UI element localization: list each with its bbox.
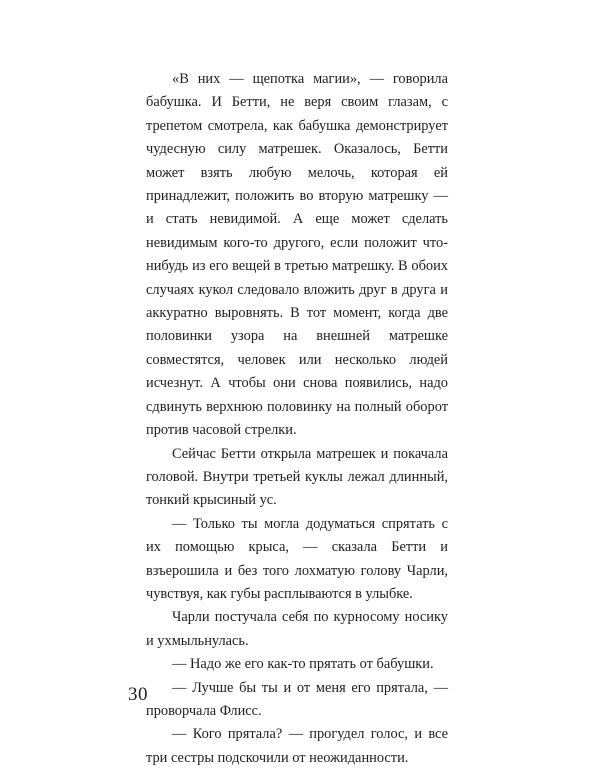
- page-number: 30: [128, 684, 148, 705]
- paragraph-7: — Кого прятала? — прогудел голос, и все три сестры подскочили от неожиданности.: [146, 726, 448, 766]
- paragraph-4: Чарли постучала себя по курносому носику и ухмыльнулась.: [146, 609, 448, 649]
- body-text: [146, 68, 448, 770]
- paragraph-6: — Лучше бы ты и от меня его прятала, — проворчала Флисс.: [146, 679, 448, 719]
- paragraph-3: — Только ты могла додуматься спрятать с их помощью крыса, — сказала Бетти и взъерошила и без того лохматую голову Чарли, чувствуя, как губы расплываются в улыбке.: [146, 515, 448, 602]
- paragraph-2: Сейчас Бетти открыла матрешек и покачала головой. Внутри третьей куклы лежал длинный, тонкий крысиный ус.: [146, 445, 448, 509]
- paragraph-1: «В них — щепотка магии», — говорила бабушка. И Бетти, не веря своим глазам, с трепетом смотрела, как бабушка демонстрирует чудесную силу матрешек. Оказалось, Бетти может взять любую мелочь, которая ей принадлежит, положить во вторую матрешку — и стать невидимой. А еще может сделать невидимым кого-то другого, если положит что-нибудь из его вещей в третью матрешку. В обоих случаях кукол следовало вложить друг в друга и аккуратно выровнять. В тот момент, когда две половинки узора на внешней матрешке совместятся, человек или несколько людей исчезнут. А чтобы они снова появились, надо сдвинуть верхнюю половинку на полный оборот против часовой стрелки.: [146, 71, 448, 439]
- paragraph-5: — Надо же его как-то прятать от бабушки.: [172, 656, 434, 673]
